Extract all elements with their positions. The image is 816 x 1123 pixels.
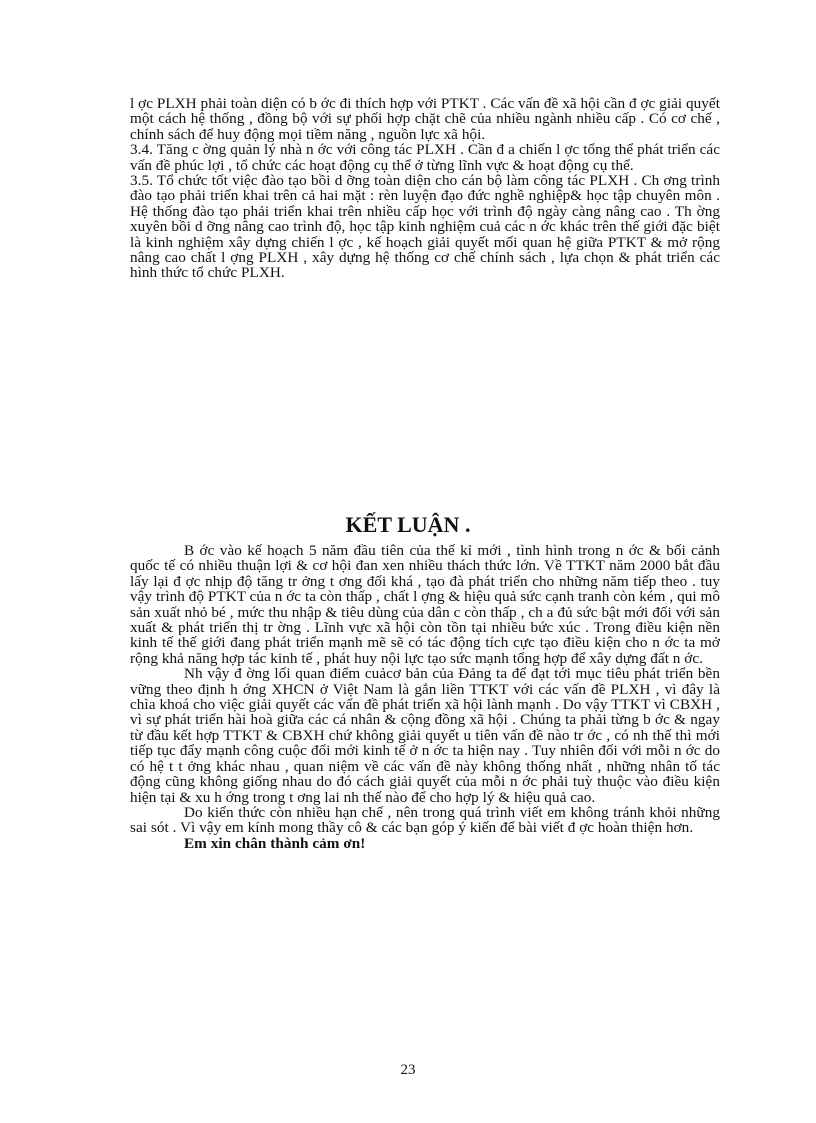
- conclusion-paragraph-3: Do kiến thức còn nhiều hạn chế , nên trong quá trình viết em không tránh khỏi những sai sót . Vì vậy em kính mong thầy cô & các bạn góp ý kiến để bài viết đ ợc hoàn thiện hơn.: [130, 803, 720, 837]
- conclusion-heading: KẾT LUẬN .: [345, 512, 471, 537]
- conclusion-body: [130, 543, 720, 851]
- conclusion-paragraph-2: Nh vậy đ ờng lối quan điểm cuảcơ bản của Đảng ta để đạt tới mục tiêu phát triển bền vững theo định h ớng XHCN ở Việt Nam là gắn liền TTKT với các vấn đề PLXH , vì đây là chìa khoá cho việc giải quyết các vấn đề phát triển xã hội lành mạnh . Do vậy TTKT vì CBXH , vì sự phát triển hài hoà giữa các cá nhân & cộng đồng xã hội . Chúng ta phải từng b ớc & ngay từ đầu kết hợp TTKT & CBXH chứ không giải quyết u tiên vấn đề nào tr ớc , có nh thế thì mới tiếp tục đẩy mạnh công cuộc đổi mới kinh tế ở n ớc ta hiện nay . Tuy nhiên đối với mỗi n ớc do có hệ t t ởng khác nhau , quan niệm về các vấn đề này không thống nhất , những nhân tố tác động cũng không giống nhau do đó cách giải quyết của mỗi n ớc phải tuỳ thuộc vào điều kiện hiện tại & xu h ớng trong t ơng lai nh thế nào để cho hợp lý & hiệu quả cao.: [130, 665, 720, 806]
- page-number: 23: [400, 1062, 416, 1078]
- closing-thanks: Em xin chân thành cảm ơn!: [184, 834, 366, 852]
- paragraph-3-5: 3.5. Tổ chức tốt việc đào tạo bồi d ỡng toàn diện cho cán bộ làm công tác PLXH . Ch ơng trình đào tạo phải triển khai trên cả hai mặt : rèn luyện đạo đức nghề nghiệp& học tập chuyên môn . Hệ thống đào tạo phải triển khai trên nhiều cấp học với trình độ ngày càng nâng cao . Th ờng xuyên bồi d ỡng nâng cao trình độ, học tập kinh nghiệm cuả các n ớc khác trên thế giới đặc biệt là kinh nghiệm xây dựng chiến l ợc , kế hoạch giải quyết mối quan hệ giữa PTKT & mở rộng nâng cao chất l ợng PLXH , xây dựng hệ thống cơ chế chính sách , lựa chọn & phát triển các hình thức tổ chức PLXH.: [130, 172, 720, 282]
- paragraph-continuation: l ợc PLXH phải toàn diện có b ớc đi thích hợp với PTKT . Các vấn đề xã hội cần đ ợc giải quyết một cách hệ thống , đồng bộ với sự phối hợp chặt chẽ của nhiều ngành nhiều cấp . Có cơ chế , chính sách để huy động mọi tiềm năng , nguồn lực xã hội.: [130, 95, 720, 143]
- paragraph-3-4: 3.4. Tăng c ờng quản lý nhà n ớc với công tác PLXH . Cần đ a chiến l ợc tổng thể phát triển các vấn đề phúc lợi , tổ chức các hoạt động cụ thể ở từng lĩnh vực & hoạt động cụ thể.: [130, 141, 720, 174]
- body-text-top: [130, 96, 720, 281]
- conclusion-paragraph-1: B ớc vào kế hoạch 5 năm đầu tiên của thế kỉ mới , tình hình trong n ớc & bối cảnh quốc tế có nhiều thuận lợi & cơ hội đan xen nhiều thách thức lớn. Về TTKT năm 2000 bắt đầu lấy lại đ ợc nhịp độ tăng tr ởng t ơng đối khá , tạo đà phát triển cho những năm tiếp theo . tuy vậy trình độ PTKT của n ớc ta còn thấp , chất l ợng & hiệu quả sức cạnh tranh còn kém , qui mô sản xuất nhỏ bé , mức thu nhập & tiêu dùng của dân c còn thấp , ch a đủ sức bật mới đối với sản xuất & phát triển thị tr ờng . Lĩnh vực xã hội còn tồn tại nhiều bức xúc . Trong điều kiện nền kinh tế thế giới đang phát triển mạnh mẽ sẽ có tác động tích cực tạo điều kiện cho n ớc ta mở rộng khả năng hợp tác kinh tế , phát huy nội lực tạo sức mạnh tổng hợp để xây dựng đất n ớc.: [130, 542, 720, 667]
